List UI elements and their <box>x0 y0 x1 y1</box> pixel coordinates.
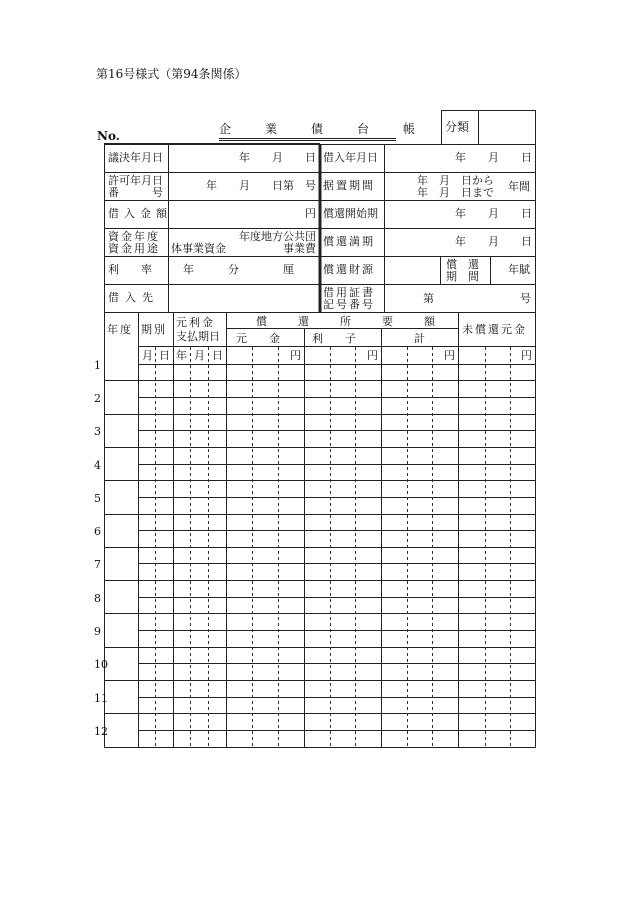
repay-source-label: 償還財源 <box>323 263 375 276</box>
deferral-years: 年間 <box>508 180 530 193</box>
deferral-from: 年 月 日から <box>417 174 494 187</box>
repay-period-line2: 期 間 <box>446 270 479 283</box>
fund-use-suffix: 事業費 <box>283 242 316 255</box>
row-number: 3 <box>94 425 101 438</box>
repay-start-value: 年 月 日 <box>455 207 532 220</box>
form-number: 第16号様式（第94条関係） <box>96 67 247 81</box>
classification-label: 分類 <box>445 120 470 134</box>
row-number: 5 <box>94 492 101 505</box>
interest-rin: 厘 <box>283 263 294 276</box>
total-header: 計 <box>414 332 425 345</box>
repay-installment: 年賦 <box>508 263 530 276</box>
borrow-date-label: 借入年月日 <box>323 151 378 164</box>
fund-year-value: 年度地方公共団 <box>239 230 316 243</box>
interest-year: 年 <box>183 263 194 276</box>
lender-label: 借入先 <box>108 291 159 304</box>
row-number: 12 <box>94 725 108 738</box>
unit-month: 月 <box>142 349 153 362</box>
year-header: 年度 <box>107 323 133 336</box>
maturity-label: 償還満期 <box>323 235 375 248</box>
repay-period-line1: 償 還 <box>446 258 479 271</box>
certificate-go: 号 <box>520 292 531 305</box>
resolution-date-value: 年 月 日 <box>239 151 316 164</box>
interest-bu: 分 <box>228 263 239 276</box>
deferral-label: 据置期間 <box>323 179 375 192</box>
unit-yen-unpaid: 円 <box>521 349 532 362</box>
row-number: 7 <box>94 558 101 571</box>
unpaid-principal-header: 未償還元金 <box>462 323 527 336</box>
certificate-label: 借用証書 <box>323 286 375 299</box>
resolution-date-label: 議決年月日 <box>108 151 163 164</box>
row-number: 10 <box>94 658 108 671</box>
loan-amount-yen: 円 <box>305 207 316 220</box>
payment-header-line1: 元利金 <box>176 316 215 329</box>
row-number: 4 <box>94 459 101 472</box>
unit-month-2: 月 <box>194 349 205 362</box>
certificate-dai: 第 <box>423 292 434 305</box>
row-number: 8 <box>94 592 101 605</box>
classification-value[interactable] <box>479 111 535 144</box>
loan-amount-label: 借入金額 <box>108 207 172 220</box>
ledger-title: 企 業 債 台 帳 <box>219 122 427 136</box>
unit-year: 年 <box>176 349 187 362</box>
certificate-number-label: 記号番号 <box>323 298 375 311</box>
required-amount-header: 償 還 所 要 額 <box>256 315 445 328</box>
maturity-value: 年 月 日 <box>455 235 532 248</box>
unit-day: 日 <box>159 349 170 362</box>
row-number: 11 <box>94 692 108 705</box>
row-number: 9 <box>94 625 101 638</box>
fund-use-value: 体事業資金 <box>171 242 226 255</box>
permit-date-label: 許可年月日 <box>108 174 163 187</box>
unit-yen-interest: 円 <box>367 349 378 362</box>
row-number: 6 <box>94 525 101 538</box>
row-number: 2 <box>94 392 101 405</box>
interest-rate-label: 利 率 <box>108 263 152 276</box>
unit-yen-principal: 円 <box>290 349 301 362</box>
term-header: 期別 <box>141 323 167 336</box>
borrow-date-value: 年 月 日 <box>455 151 532 164</box>
row-number: 1 <box>94 359 101 372</box>
fund-year-label: 資金年度 <box>108 230 160 243</box>
interest-header: 利 子 <box>312 332 356 345</box>
deferral-to: 年 月 日まで <box>417 186 494 199</box>
permit-value: 年 月 日第 号 <box>206 179 316 192</box>
permit-number-label: 番 号 <box>108 186 163 199</box>
unit-day-2: 日 <box>212 349 223 362</box>
repay-start-label: 償還開始期 <box>323 207 378 220</box>
principal-header: 元 金 <box>236 332 280 345</box>
payment-header-line2: 支払期日 <box>176 330 220 343</box>
unit-yen-total: 円 <box>444 349 455 362</box>
number-label: No. <box>97 129 120 143</box>
fund-use-label: 資金用途 <box>108 242 160 255</box>
